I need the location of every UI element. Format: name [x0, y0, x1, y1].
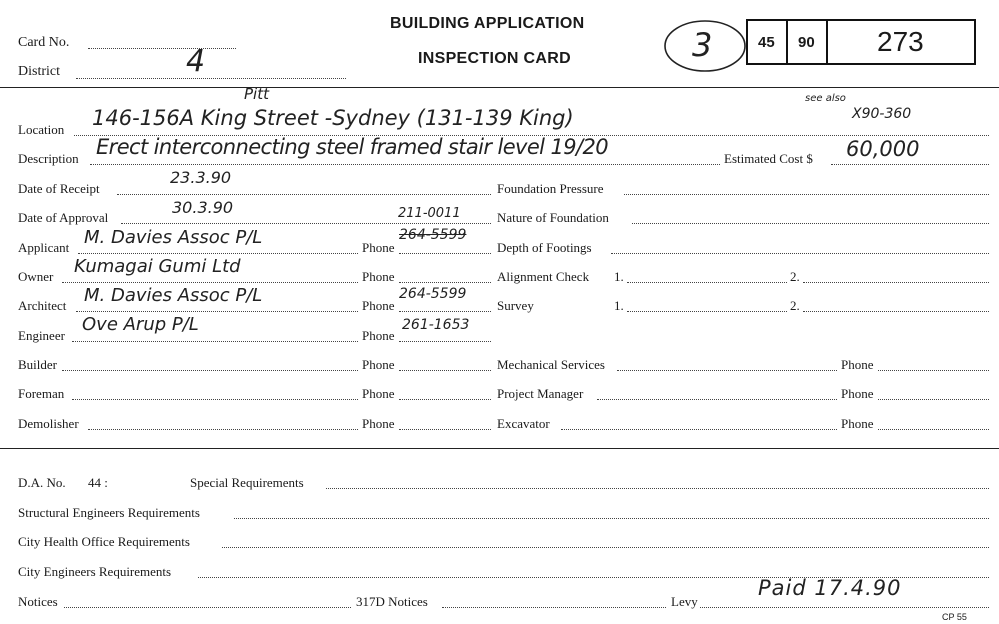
date-approval-value: 30.3.90 — [172, 198, 234, 217]
location-label: Location — [18, 122, 65, 137]
location-ref: X90-360 — [852, 106, 912, 122]
engineer-label: Engineer — [18, 328, 65, 343]
applicant-phone-field[interactable] — [399, 253, 491, 254]
survey-label: Survey — [497, 298, 534, 313]
levy-field[interactable] — [700, 607, 989, 608]
foreman-field[interactable] — [72, 399, 358, 400]
ref-box-b-value: 90 — [798, 34, 815, 51]
applicant-phone-label: Phone — [362, 240, 395, 255]
alignment-check-item-2: 2. — [790, 269, 800, 284]
survey-item-2: 2. — [790, 298, 800, 313]
location-margin-note: see also — [805, 93, 846, 104]
owner-phone-field[interactable] — [399, 282, 491, 283]
estimated-cost-label: Estimated Cost $ — [724, 151, 813, 166]
depth-footings-field[interactable] — [611, 253, 989, 254]
excavator-field[interactable] — [561, 429, 837, 430]
location-correction: Pitt — [244, 85, 269, 103]
special-req-field[interactable] — [326, 488, 989, 489]
notices-field[interactable] — [64, 607, 351, 608]
structural-label: Structural Engineers Requirements — [18, 505, 200, 520]
description-field[interactable] — [90, 164, 720, 165]
mechanical-label: Mechanical Services — [497, 357, 605, 372]
health-label: City Health Office Requirements — [18, 534, 190, 549]
special-req-label: Special Requirements — [190, 475, 304, 490]
applicant-label: Applicant — [18, 240, 70, 255]
description-label: Description — [18, 151, 79, 166]
ref-box-a-value: 45 — [758, 34, 775, 51]
estimated-cost-field[interactable] — [831, 164, 989, 165]
architect-phone-field[interactable] — [399, 311, 491, 312]
mechanical-phone-label: Phone — [841, 357, 874, 372]
notices-317d-label: 317D Notices — [356, 594, 428, 609]
applicant-phone-value: 264-5599 — [399, 227, 467, 243]
notices-label: Notices — [18, 594, 58, 609]
owner-field[interactable] — [62, 282, 358, 283]
alignment-check-label: Alignment Check — [497, 269, 590, 284]
date-approval-field[interactable] — [121, 223, 491, 224]
alignment-check-field-2[interactable] — [803, 282, 989, 283]
engineer-field[interactable] — [72, 341, 358, 342]
health-field[interactable] — [222, 547, 989, 548]
foreman-phone-field[interactable] — [399, 399, 491, 400]
levy-value: Paid 17.4.90 — [758, 576, 902, 600]
foundation-pressure-field[interactable] — [624, 194, 989, 195]
district-label: District — [18, 64, 60, 79]
engineers-label: City Engineers Requirements — [18, 564, 172, 579]
depth-footings-label: Depth of Footings — [497, 240, 592, 255]
demolisher-field[interactable] — [88, 429, 358, 430]
nature-foundation-label: Nature of Foundation — [497, 210, 609, 225]
project-manager-phone-field[interactable] — [878, 399, 989, 400]
date-receipt-value: 23.3.90 — [170, 168, 232, 187]
date-receipt-label: Date of Receipt — [18, 181, 100, 196]
district-value: 4 — [186, 44, 206, 79]
architect-phone-value: 264-5599 — [399, 286, 467, 302]
survey-item-1: 1. — [614, 298, 624, 313]
builder-phone-field[interactable] — [399, 370, 491, 371]
project-manager-label: Project Manager — [497, 386, 584, 401]
circled-number: 3 — [692, 26, 713, 64]
mechanical-field[interactable] — [617, 370, 837, 371]
foreman-phone-label: Phone — [362, 386, 395, 401]
engineer-value: Ove Arup P/L — [82, 314, 199, 335]
survey-field-2[interactable] — [803, 311, 989, 312]
mechanical-phone-field[interactable] — [878, 370, 989, 371]
nature-foundation-field[interactable] — [632, 223, 989, 224]
builder-phone-label: Phone — [362, 357, 395, 372]
district-field[interactable] — [76, 78, 346, 79]
card-no-label: Card No. — [18, 35, 70, 50]
builder-field[interactable] — [62, 370, 358, 371]
location-value: 146-156A King Street -Sydney (131-139 King) — [92, 106, 574, 130]
card-no-field[interactable] — [88, 48, 236, 49]
architect-phone-label: Phone — [362, 298, 395, 313]
approval-margin-note: 211-0011 — [398, 206, 461, 221]
excavator-label: Excavator — [497, 416, 550, 431]
title-line-1: BUILDING APPLICATION — [390, 15, 585, 32]
notices-317d-field[interactable] — [442, 607, 666, 608]
excavator-phone-field[interactable] — [878, 429, 989, 430]
owner-phone-label: Phone — [362, 269, 395, 284]
foreman-label: Foreman — [18, 386, 65, 401]
form-code: CP 55 — [942, 612, 967, 622]
structural-field[interactable] — [234, 518, 989, 519]
project-manager-field[interactable] — [597, 399, 837, 400]
alignment-check-item-1: 1. — [614, 269, 624, 284]
architect-label: Architect — [18, 298, 67, 313]
applicant-value: M. Davies Assoc P/L — [84, 227, 263, 248]
date-receipt-field[interactable] — [117, 194, 491, 195]
da-no-label: D.A. No. — [18, 475, 66, 490]
title-line-2: INSPECTION CARD — [418, 50, 571, 67]
architect-value: M. Davies Assoc P/L — [84, 285, 263, 306]
survey-field-1[interactable] — [627, 311, 787, 312]
project-manager-phone-label: Phone — [841, 386, 874, 401]
description-value: Erect interconnecting steel framed stair level 19/20 — [96, 135, 608, 159]
applicant-field[interactable] — [78, 253, 358, 254]
owner-label: Owner — [18, 269, 54, 284]
levy-label: Levy — [671, 594, 698, 609]
engineer-phone-field[interactable] — [399, 341, 491, 342]
engineer-phone-value: 261-1653 — [402, 317, 470, 333]
builder-label: Builder — [18, 357, 57, 372]
header-divider — [0, 87, 999, 88]
da-no-value: 44 : — [88, 475, 108, 490]
lower-divider — [0, 448, 999, 449]
architect-field[interactable] — [76, 311, 358, 312]
demolisher-phone-label: Phone — [362, 416, 395, 431]
owner-value: Kumagai Gumi Ltd — [74, 256, 241, 277]
alignment-check-field-1[interactable] — [627, 282, 787, 283]
date-approval-label: Date of Approval — [18, 210, 109, 225]
foundation-pressure-label: Foundation Pressure — [497, 181, 604, 196]
estimated-cost-value: 60,000 — [846, 137, 920, 161]
engineer-phone-label: Phone — [362, 328, 395, 343]
ref-box-c-value: 273 — [877, 26, 924, 57]
demolisher-phone-field[interactable] — [399, 429, 491, 430]
excavator-phone-label: Phone — [841, 416, 874, 431]
demolisher-label: Demolisher — [18, 416, 79, 431]
